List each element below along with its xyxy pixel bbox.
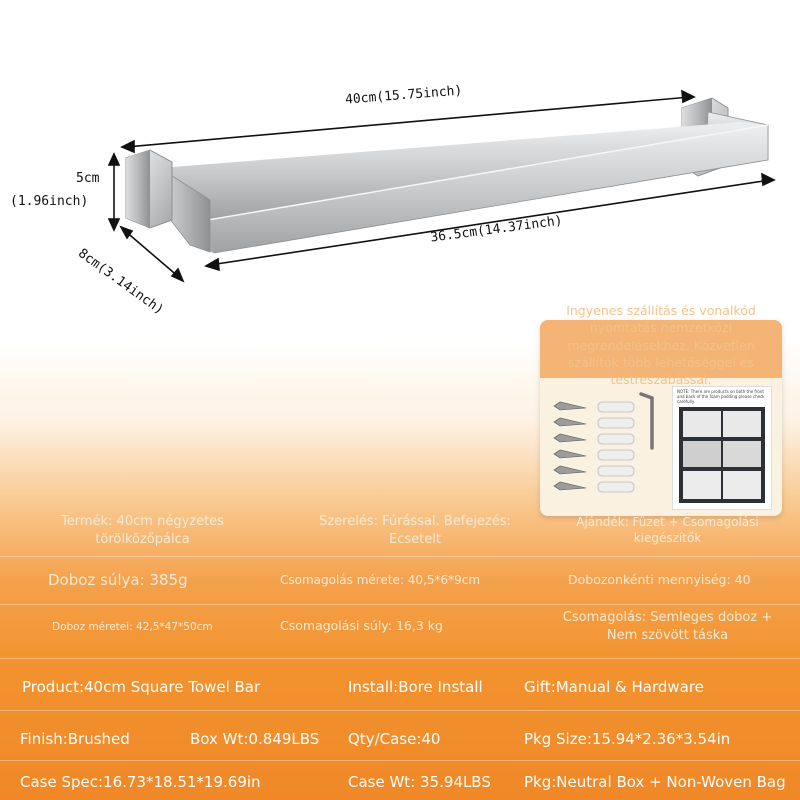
instruction-note: NOTE: There are products on both the front and back of the foam padding please check carefully. [677,389,765,404]
en-finish: Finish:Brushed [20,730,130,748]
left-wall-plate [126,150,172,228]
hu-gift: Ajándék: Füzet + Csomagolási kiegészítők [576,515,759,546]
divider [0,556,800,557]
divider [0,710,800,711]
dimension-height-cm: 5cm [76,171,100,186]
hu-qty-case: Dobozonkénti mennyiség: 40 [568,572,751,587]
hu-case-spec: Doboz méretei: 42,5*47*50cm [52,621,213,633]
dimension-length-top: 40cm(15.75inch) [344,83,463,108]
dimension-height-in: (1.96inch) [10,194,89,209]
en-qty-case: Qty/Case:40 [348,730,441,748]
en-gift: Gift:Manual & Hardware [524,678,704,696]
hu-install-finish: Szerelés: Fúrással. Befejezés: Ecsetelt [319,514,511,547]
hu-case-weight: Csomagolási súly: 16,3 kg [280,618,443,633]
hu-pkg-size: Csomagolás mérete: 40,5*6*9cm [280,573,481,587]
en-case-wt: Case Wt: 35.94LBS [348,773,491,791]
instruction-photo-grid [679,407,765,503]
hu-pkg: Csomagolás: Semleges doboz + Nem szövött táska [562,610,773,643]
en-product: Product:40cm Square Towel Bar [22,678,261,696]
divider [0,658,800,659]
en-box-wt: Box Wt:0.849LBS [190,730,320,748]
en-install: Install:Bore Install [348,678,483,696]
en-pkg: Pkg:Neutral Box + Non-Woven Bag [524,773,786,791]
screws-icon [550,398,590,508]
hex-key-icon [638,390,662,454]
instruction-manual [672,386,772,510]
promo-text: Ingyenes szállítás és vonalkód nyomtatás nemzetközi megrendelésekhez. Közvetlen szállítók több lehetőséggel és testreszabással. [566,303,756,387]
hu-product: Termék: 40cm négyzetes törölközőpálca [61,514,224,547]
divider [0,760,800,761]
en-pkg-size: Pkg Size:15.94*2.36*3.54in [524,730,731,748]
dimension-length-bottom: 36.5cm(14.37inch) [429,213,564,246]
hu-box-weight: Doboz súlya: 385g [48,571,188,589]
wall-anchors-icon [596,398,638,508]
dimension-depth: 8cm(3.14inch) [75,246,167,318]
divider [0,604,800,605]
en-case-spec: Case Spec:16.73*18.51*19.69in [20,773,261,791]
